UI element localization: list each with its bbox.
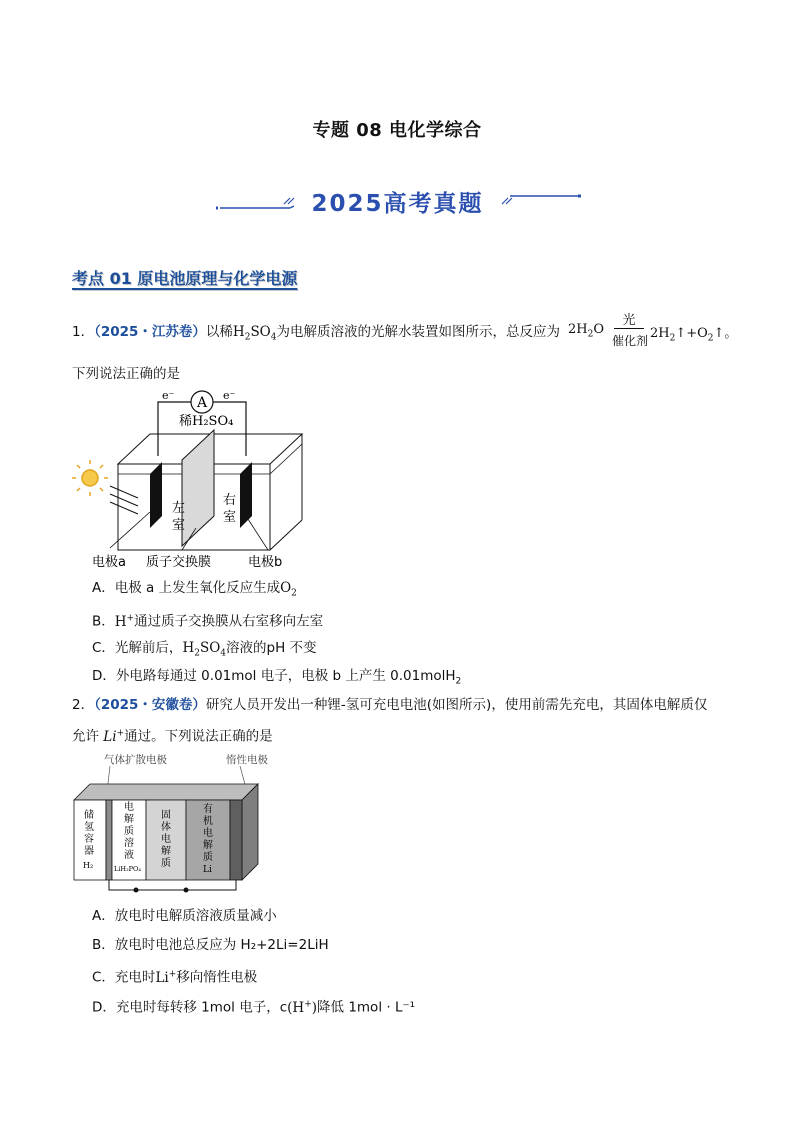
q1-option-b[interactable]: B．H+通过质子交换膜从右室移向左室 xyxy=(92,613,324,630)
q2-stem: 2．（2025・安徽卷）研究人员开发出一种锂-氢可充电电池(如图所示)，使用前需先充电，其固体电解质仅 xyxy=(72,697,708,713)
electrode-b-label: 电极b xyxy=(248,555,283,570)
svg-text:有: 有 xyxy=(203,804,213,815)
q1-equation-arrow xyxy=(614,328,644,329)
electrolyte-label: 稀H₂SO₄ xyxy=(179,414,234,429)
q1-equation-left: $2H_2O$ xyxy=(568,322,605,340)
svg-text:解: 解 xyxy=(203,840,213,851)
q2-battery-figure xyxy=(70,750,280,895)
svg-text:电: 电 xyxy=(161,834,171,845)
q1-option-c[interactable]: C．光解前后，$H_2SO_4$溶液的pH 不变 xyxy=(92,640,317,659)
svg-text:右: 右 xyxy=(223,493,237,508)
banner-title: 2025高考真题 xyxy=(311,191,484,217)
svg-text:左: 左 xyxy=(172,501,186,516)
q2-option-b[interactable]: B．放电时电池总反应为 H₂+2Li=2LiH xyxy=(92,937,329,953)
svg-text:室: 室 xyxy=(172,518,186,533)
q1-option-a[interactable]: A．电极 a 上发生氧化反应生成$O_2$ xyxy=(92,580,297,599)
svg-text:电: 电 xyxy=(124,802,134,813)
sun-icon xyxy=(72,460,108,496)
svg-text:体: 体 xyxy=(161,822,171,833)
q1-apparatus-figure xyxy=(70,388,330,573)
svg-text:液: 液 xyxy=(124,850,134,861)
svg-text:容: 容 xyxy=(84,834,94,845)
svg-text:解: 解 xyxy=(161,846,171,857)
page-title: 专题 08 电化学综合 xyxy=(312,120,482,141)
ammeter-label: A xyxy=(196,395,208,411)
gas-electrode-label: 气体扩散电极 xyxy=(104,754,167,766)
svg-text:质: 质 xyxy=(203,852,213,863)
section-heading: 考点 01 原电池原理与化学电源 xyxy=(72,269,298,288)
q1-equation-condition-top: 光 xyxy=(622,313,636,328)
q2-stem-line2: 允许 Li+通过。下列说法正确的是 xyxy=(72,728,273,745)
svg-text:储: 储 xyxy=(84,810,94,821)
svg-text:质: 质 xyxy=(161,858,171,869)
svg-text:Li: Li xyxy=(203,865,212,875)
inert-electrode-label: 惰性电极 xyxy=(226,754,268,766)
q1-option-d[interactable]: D．外电路每通过 0.01mol 电子，电极 b 上产生 0.01molH$_2$ xyxy=(92,668,462,687)
svg-text:H₂: H₂ xyxy=(83,861,94,870)
q1-source: （2025・江苏卷） xyxy=(94,324,206,340)
svg-text:氢: 氢 xyxy=(84,822,94,833)
svg-text:机: 机 xyxy=(203,816,213,827)
svg-text:电: 电 xyxy=(203,828,213,839)
svg-text:质: 质 xyxy=(124,826,134,837)
svg-text:器: 器 xyxy=(84,846,94,857)
svg-text:室: 室 xyxy=(223,510,237,525)
q2-option-d[interactable]: D．充电时每转移 1mol 电子，c(H+)降低 1mol · L⁻¹ xyxy=(92,999,416,1016)
svg-text:LiH₂PO₄: LiH₂PO₄ xyxy=(114,865,141,873)
q2-option-c[interactable]: C．充电时Li+移向惰性电极 xyxy=(92,969,258,986)
q2-source: （2025・安徽卷） xyxy=(94,697,206,713)
membrane-label: 质子交换膜 xyxy=(146,555,212,570)
electron-left: e⁻ xyxy=(162,389,175,402)
q1-equation-right: $2H_2↑+O_2↑$。 xyxy=(650,326,738,344)
svg-text:解: 解 xyxy=(124,814,134,825)
q1-stem-line2: 下列说法正确的是 xyxy=(72,366,180,382)
q1-stem: 1．（2025・江苏卷）以稀$H_2SO_4$为电解质溶液的光解水装置如图所示，总反应为 xyxy=(72,324,560,343)
q2-option-a[interactable]: A．放电时电解质溶液质量减小 xyxy=(92,908,277,924)
svg-text:固: 固 xyxy=(161,810,171,821)
q1-equation-condition-bottom: 催化剂 xyxy=(612,334,649,348)
electron-right: e⁻ xyxy=(223,389,236,402)
electrode-a-label: 电极a xyxy=(92,555,126,570)
svg-text:溶: 溶 xyxy=(124,838,134,849)
